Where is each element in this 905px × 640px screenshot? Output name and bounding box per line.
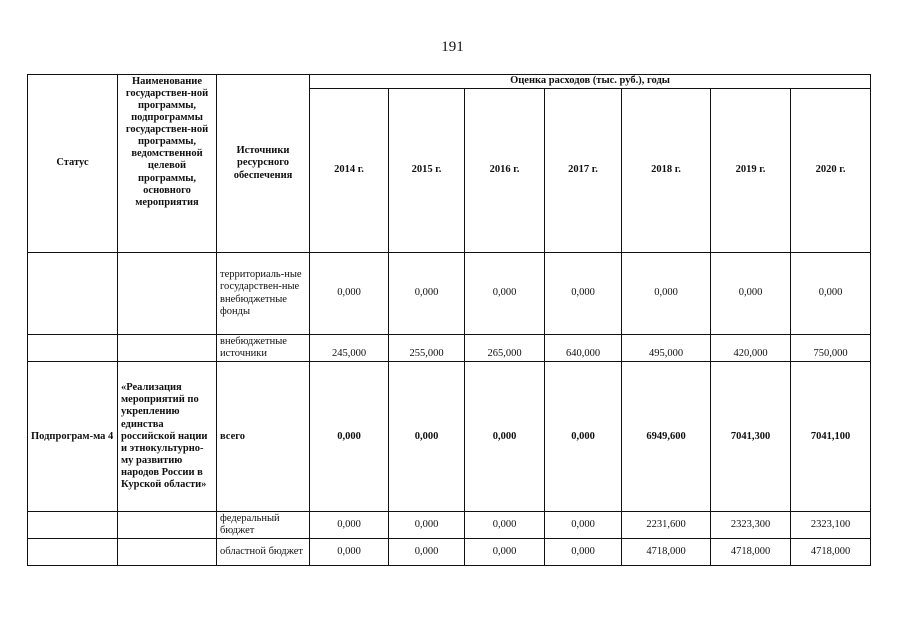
value-cell: 0,000 — [711, 253, 791, 335]
header-status: Статус — [28, 75, 118, 253]
header-sources: Источники ресурсного обеспечения — [217, 75, 310, 253]
name-cell — [118, 253, 217, 335]
name-cell — [118, 512, 217, 539]
source-cell: всего — [217, 362, 310, 512]
table-row — [28, 253, 871, 335]
value-cell: 7041,100 — [791, 362, 871, 512]
table-row — [28, 512, 871, 539]
value-cell: 4718,000 — [622, 539, 711, 566]
value-cell: 495,000 — [622, 335, 711, 362]
value-cell: 750,000 — [791, 335, 871, 362]
value-cell: 7041,300 — [711, 362, 791, 512]
expenses-table — [27, 74, 871, 566]
source-cell: внебюджетные источники — [217, 335, 310, 362]
value-cell: 0,000 — [465, 253, 545, 335]
value-cell: 0,000 — [310, 253, 389, 335]
table-row — [28, 335, 871, 362]
status-cell — [28, 512, 118, 539]
header-year: 2016 г. — [465, 89, 545, 253]
value-cell: 0,000 — [389, 512, 465, 539]
header-year: 2018 г. — [622, 89, 711, 253]
value-cell: 640,000 — [545, 335, 622, 362]
status-cell — [28, 253, 118, 335]
header-year: 2020 г. — [791, 89, 871, 253]
value-cell: 4718,000 — [791, 539, 871, 566]
value-cell: 0,000 — [791, 253, 871, 335]
page-number: 191 — [441, 39, 464, 55]
header-year: 2017 г. — [545, 89, 622, 253]
value-cell: 4718,000 — [711, 539, 791, 566]
status-cell — [28, 539, 118, 566]
status-cell: Подпрограм-ма 4 — [28, 362, 118, 512]
value-cell: 0,000 — [545, 512, 622, 539]
value-cell: 0,000 — [310, 539, 389, 566]
header-year: 2019 г. — [711, 89, 791, 253]
value-cell: 0,000 — [465, 362, 545, 512]
value-cell: 0,000 — [389, 539, 465, 566]
source-cell: областной бюджет — [217, 539, 310, 566]
source-cell: территориаль-ные государствен-ные внебюджетные фонды — [217, 253, 310, 335]
source-cell: федеральный бюджет — [217, 512, 310, 539]
header-program-name: Наименование государствен-ной программы, подпрограммы государствен-ной программы, ведомственной целевой программы, основного мероприятия — [118, 75, 217, 253]
table-row — [28, 539, 871, 566]
value-cell: 265,000 — [465, 335, 545, 362]
header-year: 2014 г. — [310, 89, 389, 253]
value-cell: 0,000 — [310, 512, 389, 539]
value-cell: 0,000 — [465, 539, 545, 566]
name-cell: «Реализация мероприятий по укреплению единства российской нации и этнокультурно-му развитию народов России в Курской области» — [118, 362, 217, 512]
value-cell: 0,000 — [545, 539, 622, 566]
header-year: 2015 г. — [389, 89, 465, 253]
value-cell: 2323,100 — [791, 512, 871, 539]
name-cell — [118, 335, 217, 362]
value-cell: 0,000 — [545, 253, 622, 335]
value-cell: 255,000 — [389, 335, 465, 362]
value-cell: 0,000 — [545, 362, 622, 512]
value-cell: 0,000 — [622, 253, 711, 335]
value-cell: 6949,600 — [622, 362, 711, 512]
name-cell — [118, 539, 217, 566]
value-cell: 420,000 — [711, 335, 791, 362]
value-cell: 0,000 — [310, 362, 389, 512]
header-estimate: Оценка расходов (тыс. руб.), годы — [310, 75, 871, 89]
value-cell: 0,000 — [389, 253, 465, 335]
value-cell: 0,000 — [389, 362, 465, 512]
value-cell: 245,000 — [310, 335, 389, 362]
value-cell: 2231,600 — [622, 512, 711, 539]
value-cell: 0,000 — [465, 512, 545, 539]
status-cell — [28, 335, 118, 362]
value-cell: 2323,300 — [711, 512, 791, 539]
table-row — [28, 362, 871, 512]
